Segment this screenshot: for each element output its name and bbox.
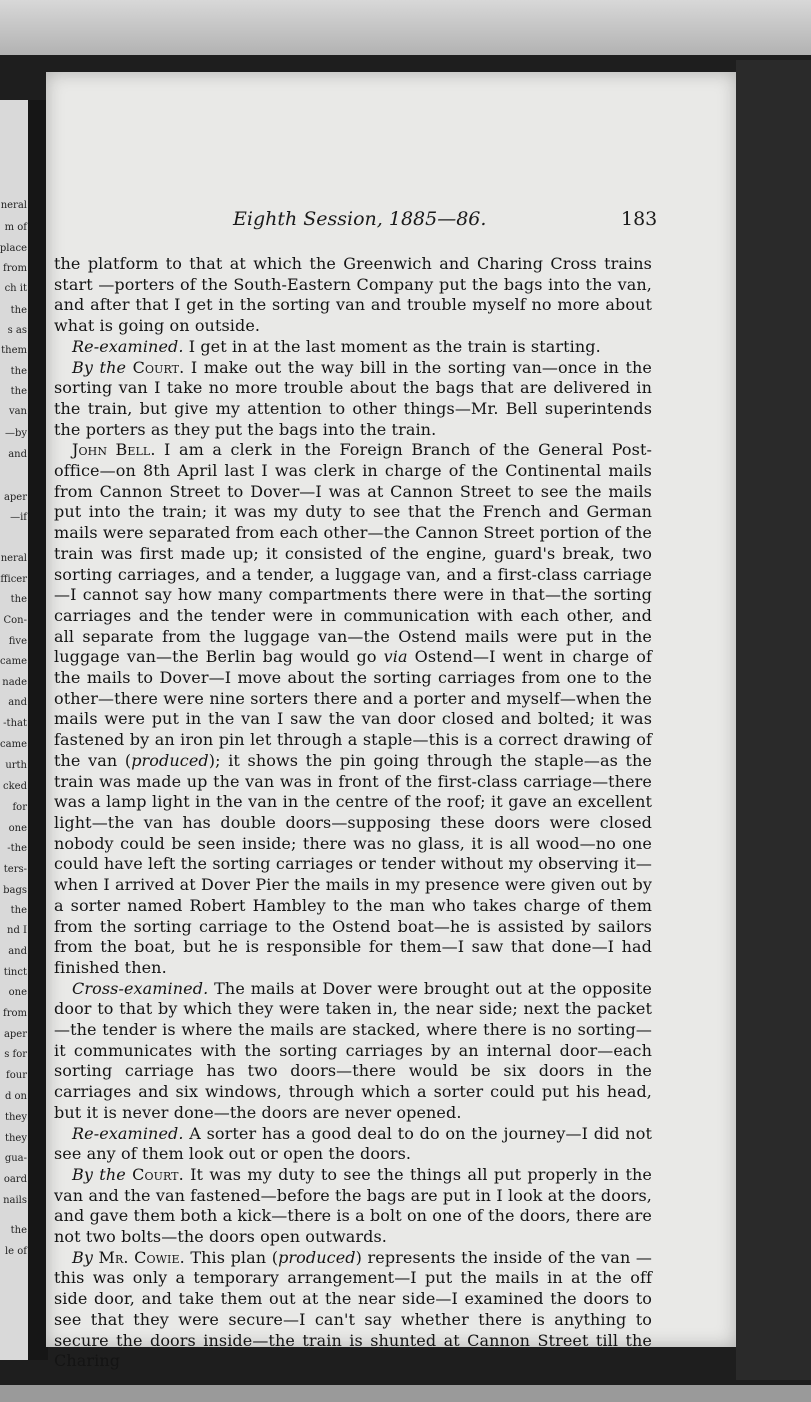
margin-fragment: from	[3, 263, 27, 274]
italic-text: produced	[278, 1247, 356, 1267]
margin-fragment: ch it	[4, 283, 27, 294]
page-number: 183	[621, 208, 658, 230]
italic-text: By the	[72, 357, 127, 377]
paragraph	[54, 1248, 652, 1372]
margin-fragment: d on	[4, 1091, 27, 1102]
margin-fragment: the	[10, 1225, 27, 1236]
margin-fragment: the	[10, 386, 27, 397]
margin-fragment: -that	[3, 718, 27, 729]
margin-fragment: and	[8, 946, 27, 957]
margin-fragment: five	[8, 636, 27, 647]
margin-fragment: gua-	[4, 1153, 27, 1164]
running-title: Eighth Session, 1885—86.	[233, 208, 487, 230]
margin-fragment: m of	[4, 222, 27, 233]
margin-fragment: —by	[4, 428, 27, 439]
paragraph	[54, 254, 652, 337]
margin-fragment: and	[8, 697, 27, 708]
margin-fragment: -the	[7, 843, 27, 854]
facing-page-edge	[0, 100, 28, 1360]
margin-fragment: cked	[3, 781, 27, 792]
speaker-name: Court.	[132, 357, 185, 377]
text-run: I make out the way bill in the sorting van—once in the sorting van I take no more trouble about the bags that are delivered in the train, but give my attention to other things—Mr. Bell superintends the porters as they put the bags into the train.	[54, 357, 653, 439]
margin-fragment: place	[0, 243, 27, 254]
margin-fragment: from	[3, 1008, 27, 1019]
text-run: the platform to that at which the Greenwich and Charing Cross trains start —porters of the South-Eastern Company put the bags into the van, and after that I get in the sorting van and trouble myself no more about what is going on outside.	[54, 254, 652, 336]
margin-fragment: urth	[5, 760, 27, 771]
margin-fragment: came	[0, 656, 27, 667]
margin-fragment: the	[10, 305, 27, 316]
paragraph	[54, 358, 652, 441]
text-run: A sorter has a good deal to do on the journey—I did not see any of them look out or open the doors.	[54, 1123, 652, 1164]
book-page	[46, 72, 736, 1371]
text-run: ); it shows the pin going through the staple—as the train was made up the van was in front of the first-class carriage—there was a lamp light in the van in the centre of the roof; it gave an excellent light—the van has double doors—supposing these doors were closed nobody could be seen inside; there was no glass, it is all wood—no one could have left the sorting carriages or tender without my observing it—when I arrived at Dover Pier the mails in my presence were given out by a sorter named Robert Hambley to the man who takes charge of them from the sorting carriage to the Ostend boat—he is assisted by sailors from the boat, but he is responsible for them—I saw that done—I had finished then.	[54, 750, 652, 977]
margin-fragment: nd I	[7, 925, 27, 936]
margin-fragment: aper	[3, 492, 27, 503]
text-run: ) represents the inside of the van —this was only a temporary arrangement—I put the mails in at the off side door, and take them out at the near side—I examined the doors to see that they were secure—I can't say whether there is anything to secure the doors inside—the train is shunted at Cannon Street till the Charing	[54, 1247, 652, 1371]
italic-text: Re-examined.	[72, 336, 184, 356]
page-edge-shadow	[736, 60, 811, 1380]
margin-fragment: fficer	[0, 574, 27, 585]
margin-fragment: aper	[3, 1029, 27, 1040]
paragraph	[54, 440, 652, 978]
margin-fragment: for	[12, 802, 27, 813]
speaker-name: Mr. Cowie.	[98, 1247, 185, 1267]
paragraph	[54, 979, 652, 1124]
margin-fragment: they	[4, 1112, 27, 1123]
margin-fragment: nails	[3, 1195, 27, 1206]
text-run: Ostend—I went in charge of the mails to Dover—I move about the sorting carriages from one to the other—there were nine sorters there and a porter and myself—when the mails were put in the van I saw the van door closed and bolted; it was fastened by an iron pin let through a staple—this is a correct drawing of the van (	[54, 647, 652, 770]
margin-fragment: came	[0, 739, 27, 750]
margin-fragment: ters-	[3, 864, 27, 875]
margin-fragment: bags	[3, 885, 27, 896]
margin-fragment: them	[1, 345, 27, 356]
margin-fragment: Con-	[3, 615, 27, 626]
margin-fragment: the	[10, 594, 27, 605]
margin-fragment: one	[8, 987, 27, 998]
text-run: I am a clerk in the Foreign Branch of the General Post-office—on 8th April last I was clerk in charge of the Continental mails from Cannon Street to Dover—I was at Cannon Street to see the mails put into the train; it was my duty to see that the French and German mails were separated from each other—the Cannon Street portion of the train was first made up; it consisted of the engine, guard's break, two sorting carriages, and a tender, a luggage van, and a first-class carriage —I cannot say how many compartments there were in that—the sorting carriages and the tender were in communication with each other, and all separate from the luggage van—the Ostend mails were put in the luggage van—the Berlin bag would go	[54, 440, 652, 667]
margin-fragment: the	[10, 366, 27, 377]
margin-fragment: s as	[7, 325, 27, 336]
text-run: I get in at the last moment as the train is starting.	[183, 336, 601, 356]
margin-fragment: neral	[0, 200, 27, 211]
margin-fragment: s for	[4, 1049, 27, 1060]
margin-fragment: one	[8, 823, 27, 834]
italic-text: By	[72, 1247, 93, 1267]
margin-fragment: oard	[3, 1174, 27, 1185]
margin-fragment: le of	[4, 1246, 27, 1257]
margin-fragment: the	[10, 905, 27, 916]
italic-text: via	[383, 647, 408, 667]
italic-text: produced	[131, 750, 209, 770]
italic-text: Cross-examined.	[72, 978, 209, 998]
book-gutter	[28, 100, 48, 1360]
margin-fragment: nade	[2, 677, 27, 688]
paragraph	[54, 1165, 652, 1248]
margin-fragment: and	[8, 449, 27, 460]
margin-fragment: van	[8, 406, 27, 417]
margin-fragment: tinct	[3, 967, 27, 978]
speaker-name: Court.	[132, 1164, 184, 1184]
italic-text: By the	[72, 1164, 126, 1184]
speaker-name: John Bell.	[72, 440, 156, 460]
text-run: It was my duty to see the things all put properly in the van and the van fastened—before the bags are put in I look at the doors, and gave them both a kick—there is a bolt on one of the doors, there are not two bolts—the doors open outwards.	[54, 1164, 653, 1247]
margin-fragment: —if	[10, 512, 27, 523]
margin-fragment: they	[4, 1133, 27, 1144]
margin-fragment: neral	[0, 553, 27, 564]
paragraph	[54, 337, 652, 358]
text-run: This plan (	[184, 1247, 279, 1267]
text-run: The mails at Dover were brought out at the opposite door to that by which they were taken in, the near side; next the packet —the tender is where the mails are stacked, where there is no sorting—it communicates with the sorting carriages by an internal door—each sorting carriage has two doors—there would be six doors in the carriages and six windows, through which a sorter could put his head, but it is never done—the doors are never opened.	[54, 978, 652, 1122]
margin-fragment: four	[6, 1070, 27, 1081]
page-body	[54, 254, 652, 1372]
paragraph	[54, 1124, 652, 1165]
italic-text: Re-examined.	[72, 1123, 184, 1143]
